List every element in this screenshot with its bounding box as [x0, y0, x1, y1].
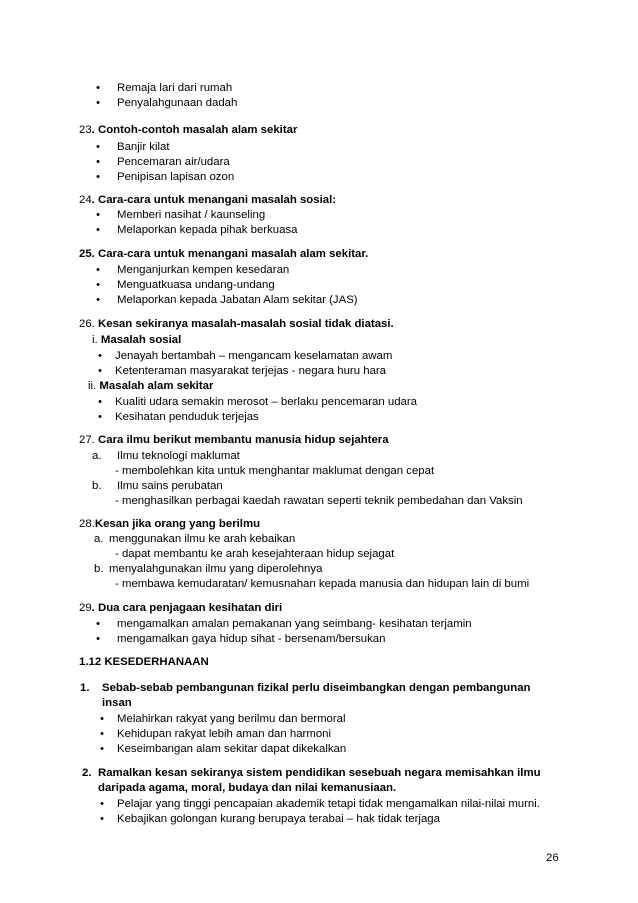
subheading-social	[92, 333, 181, 347]
list-item: Ketenteraman masyarakat terjejas - negara huru hara	[115, 365, 386, 377]
chapter-heading: 1.12 KESEDERHANAAN	[79, 656, 209, 668]
bullet: •	[96, 264, 100, 276]
sub-title: Masalah sosial	[100, 334, 182, 346]
section-title: Cara ilmu berikut membantu manusia hidup sejahtera	[98, 434, 389, 446]
sub-number: i.	[92, 334, 98, 346]
list-item: menggunakan ilmu ke arah kebaikan	[109, 533, 296, 545]
list-label: a.	[94, 533, 104, 545]
list-item: Remaja lari dari rumah	[117, 82, 233, 94]
list-item: Pencemaran air/udara	[117, 156, 230, 168]
list-item: Penipisan lapisan ozon	[117, 171, 235, 183]
item-title: Sebab-sebab pembangunan fizikal perlu diseimbangkan dengan pembangunan	[102, 682, 531, 694]
bullet: •	[96, 97, 100, 109]
bullet: •	[98, 350, 102, 362]
bullet: •	[96, 633, 100, 645]
list-item: Ilmu teknologi maklumat	[117, 450, 240, 462]
section-heading-23	[79, 123, 297, 137]
item-title-cont: insan	[102, 697, 132, 709]
list-label: b.	[92, 480, 102, 492]
list-item: Melahirkan rakyat yang berilmu dan bermoral	[117, 713, 346, 725]
section-number: 29	[79, 602, 92, 614]
section-heading-28	[79, 517, 260, 531]
bullet: •	[100, 743, 104, 755]
list-label: b.	[94, 563, 104, 575]
list-item: Kehidupan rakyat lebih aman dan harmoni	[117, 728, 332, 740]
list-item: Jenayah bertambah – mengancam keselamatan awam	[115, 350, 393, 362]
list-item-desc: - membawa kemudaratan/ kemusnahan kepada manusia dan hidupan lain di bumi	[115, 578, 530, 590]
list-item: Melaporkan kepada Jabatan Alam sekitar (JAS)	[117, 294, 358, 306]
list-item: Penyalahgunaan dadah	[117, 97, 238, 109]
bullet: •	[100, 728, 104, 740]
section-number: 28.	[79, 518, 95, 530]
section-number: 26.	[79, 318, 95, 330]
bullet: •	[98, 365, 102, 377]
section-title: . Contoh-contoh masalah alam sekitar	[91, 124, 298, 136]
section-number: 23	[79, 124, 92, 136]
section-heading-27	[79, 433, 389, 447]
item-number: 1.	[80, 682, 90, 694]
bullet: •	[96, 224, 100, 236]
list-item: Memberi nasihat / kaunseling	[117, 209, 266, 221]
list-item: Kebajikan golongan kurang berupaya terabai – hak tidak terjaga	[117, 813, 440, 825]
subheading-environment	[88, 379, 213, 393]
item-title-cont: daripada agama, moral, budaya dan nilai kemanusiaan.	[98, 782, 397, 794]
list-item: Menguatkuasa undang-undang	[117, 279, 275, 291]
item-number: 2.	[82, 767, 92, 779]
list-item: Melaporkan kepada pihak berkuasa	[117, 224, 298, 236]
bullet: •	[100, 713, 104, 725]
section-heading-29	[79, 601, 282, 615]
list-item: Ilmu sains perubatan	[117, 480, 223, 492]
section-heading-26	[79, 317, 394, 331]
bullet: •	[96, 294, 100, 306]
bullet: •	[100, 813, 104, 825]
bullet: •	[98, 411, 102, 423]
list-item: Menganjurkan kempen kesedaran	[117, 264, 290, 276]
section-number: 27.	[79, 434, 95, 446]
list-item: mengamalkan gaya hidup sihat - bersenam/bersukan	[117, 633, 386, 645]
list-item: Kesihatan penduduk terjejas	[115, 411, 259, 423]
bullet: •	[96, 209, 100, 221]
section-title: Kesan sekiranya masalah-masalah sosial tidak diatasi.	[98, 318, 394, 330]
section-title: . Cara-cara untuk menangani masalah sosial:	[91, 194, 337, 206]
list-item: Keseimbangan alam sekitar dapat dikekalkan	[117, 743, 347, 755]
section-heading-25: 25. Cara-cara untuk menangani masalah alam sekitar.	[79, 248, 369, 260]
bullet: •	[98, 396, 102, 408]
list-item: Kualiti udara semakin merosot – berlaku pencemaran udara	[115, 396, 418, 408]
bullet: •	[96, 156, 100, 168]
sub-number: ii.	[88, 380, 97, 392]
item-title: Ramalkan kesan sekiranya sistem pendidikan sesebuah negara memisahkan ilmu	[98, 767, 541, 779]
section-title: Kesan jika orang yang berilmu	[94, 518, 261, 530]
list-item-desc: - menghasilkan perbagai kaedah rawatan seperti teknik pembedahan dan Vaksin	[115, 495, 523, 507]
list-item-desc: - membolehkan kita untuk menghantar maklumat dengan cepat	[115, 465, 435, 477]
bullet: •	[96, 171, 100, 183]
sub-title: Masalah alam sekitar	[99, 380, 214, 392]
bullet: •	[96, 618, 100, 630]
section-heading-24	[79, 193, 336, 207]
bullet: •	[96, 279, 100, 291]
list-item-desc: - dapat membantu ke arah kesejahteraan hidup sejagat	[115, 548, 395, 560]
bullet: •	[100, 798, 104, 810]
bullet: •	[96, 141, 100, 153]
list-item: Pelajar yang tinggi pencapaian akademik tetapi tidak mengamalkan nilai-nilai murni.	[117, 798, 540, 810]
section-number: 24	[79, 194, 92, 206]
list-label: a.	[92, 450, 102, 462]
section-title: . Dua cara penjagaan kesihatan diri	[91, 602, 283, 614]
bullet: •	[96, 82, 100, 94]
list-item: Banjir kilat	[117, 141, 170, 153]
page-number: 26	[546, 852, 559, 864]
list-item: mengamalkan amalan pemakanan yang seimbang- kesihatan terjamin	[117, 618, 472, 630]
list-item: menyalahgunakan ilmu yang diperolehnya	[109, 563, 323, 575]
